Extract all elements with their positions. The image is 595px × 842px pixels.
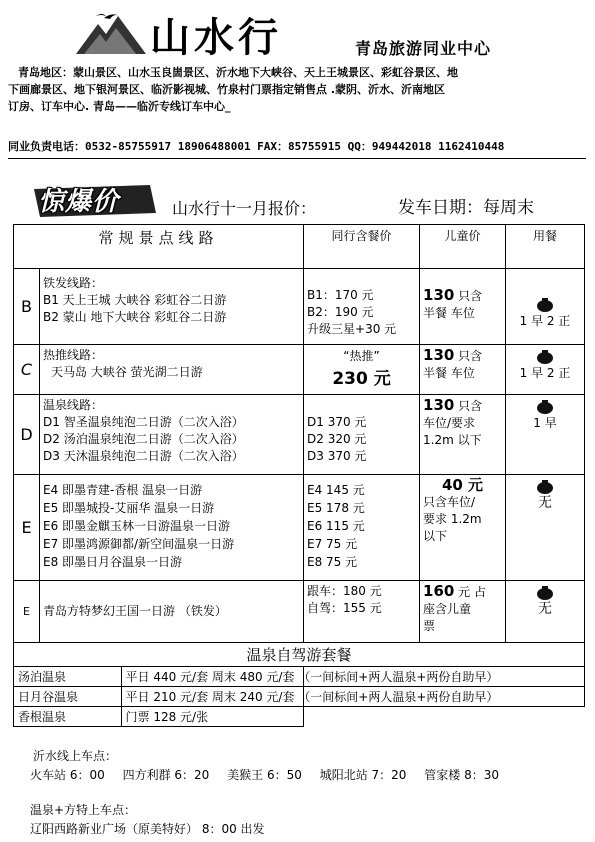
- price-line: E6 115 元: [307, 519, 365, 533]
- route-line: 青岛方特梦幻王国一日游 （铁发）: [43, 604, 227, 618]
- table-row: [14, 269, 585, 345]
- child-note: 只含车位/: [423, 495, 476, 509]
- route-title: 铁发线路：: [43, 276, 104, 290]
- intro-line: 青岛地区：蒙山景区、山水玉良崮景区、沂水地下大峡谷、天上王城景区、彩虹谷景区、地: [18, 66, 458, 79]
- intro-text: [8, 64, 588, 115]
- price-line: B2：190 元: [307, 305, 374, 319]
- child-price: 130: [423, 346, 455, 364]
- mountain-logo-icon: [76, 10, 146, 54]
- meal-text: 1 早 2 正: [519, 366, 571, 380]
- pot-icon: [534, 349, 556, 365]
- category: D: [14, 395, 40, 475]
- package-title: 温泉自驾游套餐: [14, 643, 585, 667]
- package-detail: 门票 128 元/张: [125, 710, 209, 724]
- pot-icon: [534, 399, 556, 415]
- route-line: B2 蒙山 地下大峡谷 彩虹谷二日游: [43, 310, 227, 324]
- route-line: D3 天沐温泉纯泡二日游（二次入浴）: [43, 449, 244, 463]
- yishui-stops: [30, 766, 513, 785]
- child-note: 座含儿童: [423, 602, 472, 616]
- child-note: 以下: [423, 529, 448, 543]
- child-price: 130: [423, 396, 455, 414]
- price-line: 230 元: [332, 369, 391, 389]
- category: B: [14, 269, 40, 345]
- package-row: [14, 687, 585, 707]
- child-note: 只含: [458, 349, 483, 363]
- route-line: D2 汤泊温泉纯泡二日游（二次入浴）: [43, 432, 244, 446]
- package-name: 汤泊温泉: [14, 667, 121, 686]
- route-line: 天马岛 大峡谷 萤光湖二日游: [51, 365, 203, 379]
- meal-text: 无: [538, 601, 553, 617]
- price-title: 山水行十一月报价：: [172, 199, 317, 218]
- category: C: [14, 345, 40, 395]
- meal-text: 无: [538, 495, 553, 511]
- child-note: 1.2m 以下: [423, 433, 482, 447]
- intro-line: 订房、订车中心. 青岛——临沂专线订车中心_: [8, 100, 231, 113]
- table-row: [14, 345, 585, 395]
- price-line: D3 370 元: [307, 449, 367, 463]
- route-title: 温泉线路：: [43, 398, 104, 412]
- route-line: B1 天上王城 大峡谷 彩虹谷二日游: [43, 293, 227, 307]
- stop-item: 管家楼 8：30: [424, 768, 499, 782]
- child-note: 只含: [458, 289, 483, 303]
- child-price: 160: [423, 582, 455, 600]
- child-note: 要求 1.2m: [423, 512, 482, 526]
- header-route: 常规景点线路: [14, 225, 304, 269]
- price-line: 自驾：155 元: [307, 601, 382, 615]
- package-row: [14, 667, 585, 687]
- route-line: E7 即墨鸿源御都/新空间温泉一日游: [43, 537, 235, 551]
- price-line: E7 75 元: [307, 537, 358, 551]
- table-row: [14, 475, 585, 581]
- price-line: B1：170 元: [307, 288, 374, 302]
- intro-line: 下画廊景区、地下银河景区、临沂影视城、竹泉村门票指定销售点 .蒙阴、沂水、沂南地区: [8, 83, 446, 96]
- route-line: D1 智圣温泉纯泡二日游（二次入浴）: [43, 415, 244, 429]
- child-note: 半餐 车位: [423, 366, 475, 380]
- header: [0, 0, 595, 64]
- stop-item: 火车站 6：00: [30, 768, 105, 782]
- table-header-row: [14, 225, 585, 269]
- price-line: E5 178 元: [307, 501, 365, 515]
- header-meal: 用餐: [506, 225, 585, 269]
- price-line: “热推”: [343, 349, 380, 363]
- price-line: 跟车：180 元: [307, 584, 382, 598]
- logo-text: 山水行: [150, 14, 282, 61]
- package-name: 香根温泉: [14, 707, 121, 726]
- price-line: D2 320 元: [307, 432, 367, 446]
- route-line: E8 即墨日月谷温泉一日游: [43, 555, 183, 569]
- meal-text: 1 早 2 正: [519, 314, 571, 328]
- child-note: 票: [423, 619, 436, 633]
- child-note: 半餐 车位: [423, 306, 475, 320]
- price-table: [13, 224, 585, 727]
- category: E: [14, 581, 40, 643]
- table-row: [14, 395, 585, 475]
- price-line: D1 370 元: [307, 415, 367, 429]
- route-title: 热推线路：: [43, 348, 104, 362]
- departure-date: 发车日期：每周末: [398, 198, 534, 218]
- header-child: 儿童价: [420, 225, 506, 269]
- category: E: [14, 475, 40, 581]
- package-detail: 平日 440 元/套 周末 480 元/套 （一间标间+两人温泉+两份自助早）: [125, 670, 499, 684]
- promo-badge: 惊爆价: [38, 187, 120, 217]
- price-line: 升级三星+30 元: [307, 322, 397, 336]
- meal-text: 1 早: [533, 416, 557, 430]
- price-line: E4 145 元: [307, 483, 365, 497]
- package-title-row: [14, 643, 585, 667]
- pot-icon: [534, 479, 556, 495]
- child-note: 只含: [458, 399, 483, 413]
- table-row: [14, 581, 585, 643]
- header-price: 同行含餐价: [304, 225, 420, 269]
- child-note: 车位/要求: [423, 416, 476, 430]
- stop-item: 四方利群 6：20: [122, 768, 210, 782]
- price-line: E8 75 元: [307, 555, 358, 569]
- yishui-stops-title: 沂水线上车点：: [33, 749, 118, 763]
- agency-subtitle: 青岛旅游同业中心: [355, 39, 492, 58]
- route-line: E5 即墨城投-艾丽华 温泉一日游: [43, 501, 215, 515]
- route-line: E4 即墨青建-香根 温泉一日游: [43, 483, 203, 497]
- spring-stop: 辽阳西路新业广场（原美特好） 8：00 出发: [30, 822, 265, 836]
- contact-line: 同业负责电话：0532-85755917 18906488001 FAX：85755915 QQ：949442018 1162410448: [8, 138, 586, 159]
- child-note: 元 占: [458, 585, 486, 599]
- child-price: 40 元: [441, 476, 484, 494]
- package-detail: 平日 210 元/套 周末 240 元/套 （一间标间+两人温泉+两份自助早）: [125, 690, 499, 704]
- route-line: E6 即墨金麒玉林一日游温泉一日游: [43, 519, 231, 533]
- stop-item: 城阳北站 7：20: [319, 768, 407, 782]
- package-name: 日月谷温泉: [14, 687, 121, 706]
- stop-item: 美猴王 6：50: [227, 768, 302, 782]
- pickup-points: [30, 747, 513, 839]
- pot-icon: [534, 297, 556, 313]
- child-price: 130: [423, 286, 455, 304]
- pot-icon: [534, 585, 556, 601]
- spring-stops-title: 温泉+方特上车点：: [30, 803, 137, 817]
- package-row: [14, 707, 585, 727]
